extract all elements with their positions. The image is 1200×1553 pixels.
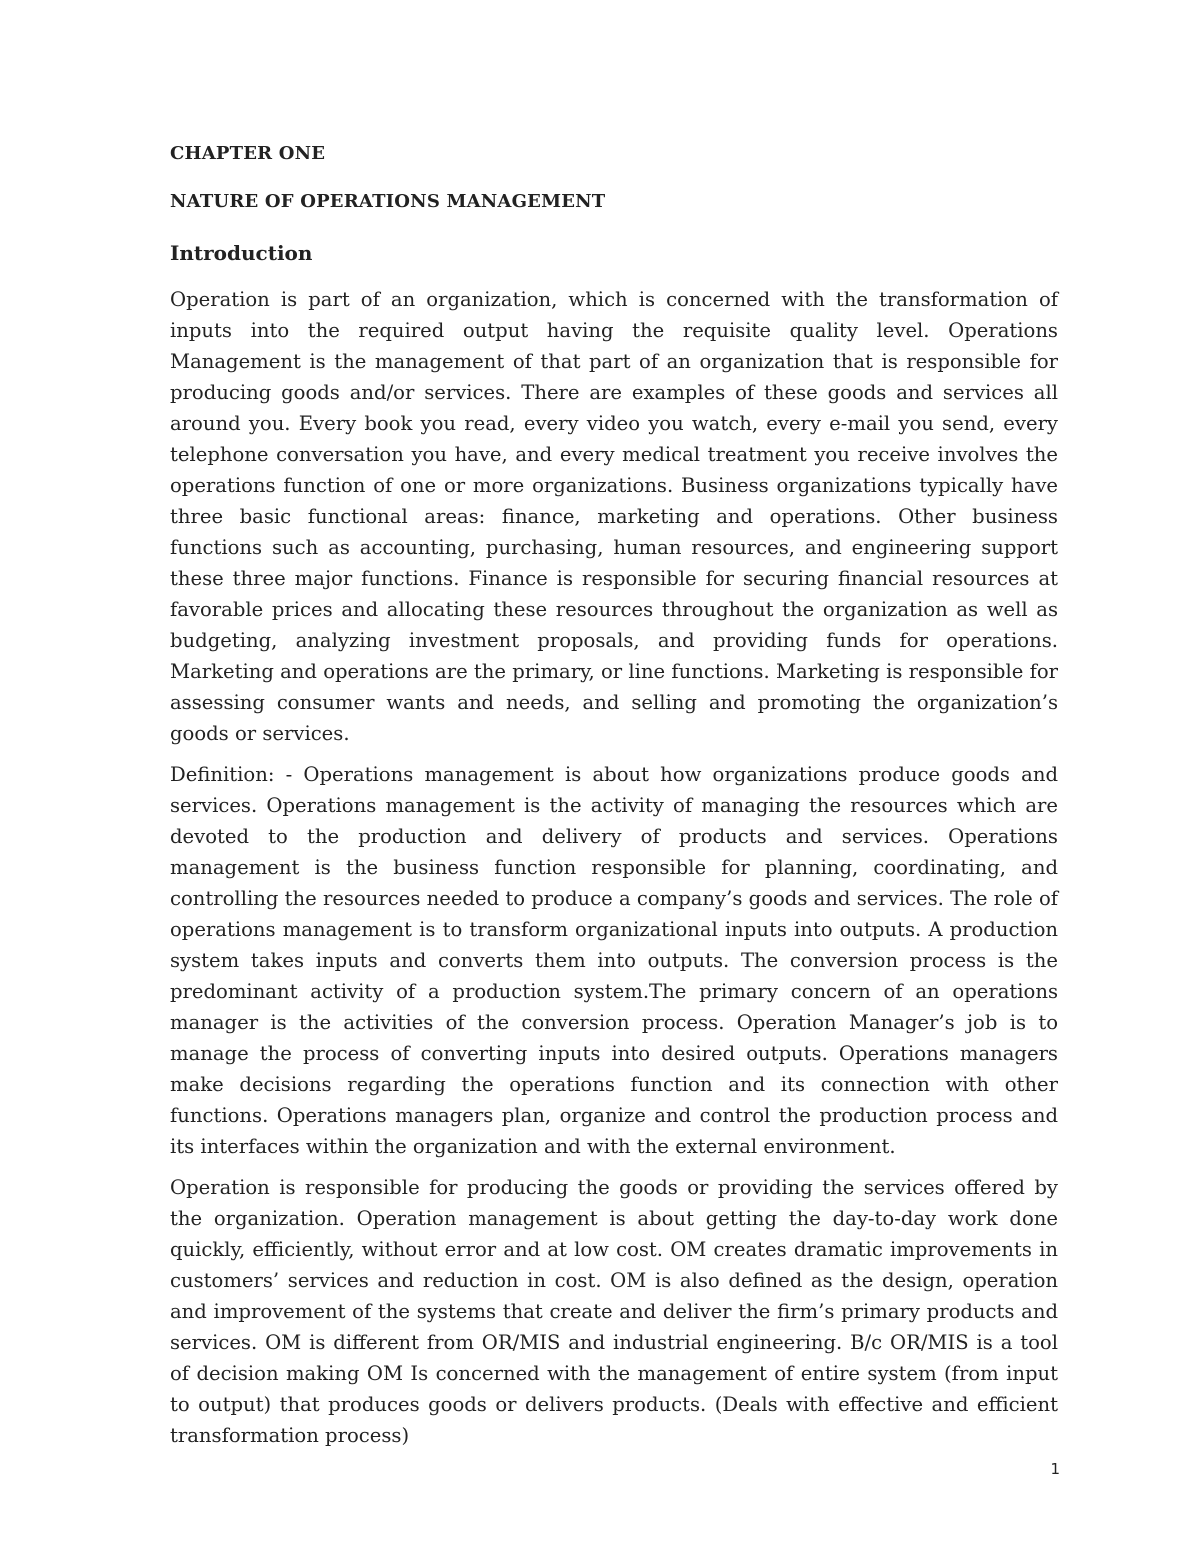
chapter-label: CHAPTER ONE bbox=[170, 143, 326, 164]
chapter-title: NATURE OF OPERATIONS MANAGEMENT bbox=[170, 191, 606, 212]
body-paragraph: Definition: - Operations management is about how organizations produce goods and services. Operations management is the activity of managing the resources which are devoted to the production and delivery of products and services. Operations management is the business function responsible for planning, coordinating, and controlling the resources needed to produce a company’s goods and services. The role of operations management is to transform organizational inputs into outputs. A production system takes inputs and converts them into outputs. The conversion process is the predominant activity of a production system.The primary concern of an operations manager is the activities of the conversion process. Operation Manager’s job is to manage the process of converting inputs into desired outputs. Operations managers make decisions regarding the operations function and its connection with other functions. Operations managers plan, organize and control the production process and its interfaces within the organization and with the external environment. bbox=[170, 763, 1058, 1158]
body-paragraph: Operation is part of an organization, which is concerned with the transformation of inputs into the required output having the requisite quality level. Operations Management is the management of that part of an organization that is responsible for producing goods and/or services. There are examples of these goods and services all around you. Every book you read, every video you watch, every e-mail you send, every telephone conversation you have, and every medical treatment you receive involves the operations function of one or more organizations. Business organizations typically have three basic functional areas: finance, marketing and operations. Other business functions such as accounting, purchasing, human resources, and engineering support these three major functions. Finance is responsible for securing financial resources at favorable prices and allocating these resources throughout the organization as well as budgeting, analyzing investment proposals, and providing funds for operations. Marketing and operations are the primary, or line functions. Marketing is responsible for assessing consumer wants and needs, and selling and promoting the organization’s goods or services. bbox=[170, 288, 1058, 745]
page-content bbox=[170, 140, 1058, 1451]
page-number: 1 bbox=[1050, 1460, 1060, 1478]
body-paragraph: Operation is responsible for producing the goods or providing the services offered by the organization. Operation management is about getting the day-to-day work done quickly, efficiently, without error and at low cost. OM creates dramatic improvements in customers’ services and reduction in cost. OM is also defined as the design, operation and improvement of the systems that create and deliver the firm’s primary products and services. OM is different from OR/MIS and industrial engineering. B/c OR/MIS is a tool of decision making OM Is concerned with the management of entire system (from input to output) that produces goods or delivers products. (Deals with effective and efficient transformation process) bbox=[170, 1176, 1058, 1447]
section-heading: Introduction bbox=[170, 241, 313, 265]
